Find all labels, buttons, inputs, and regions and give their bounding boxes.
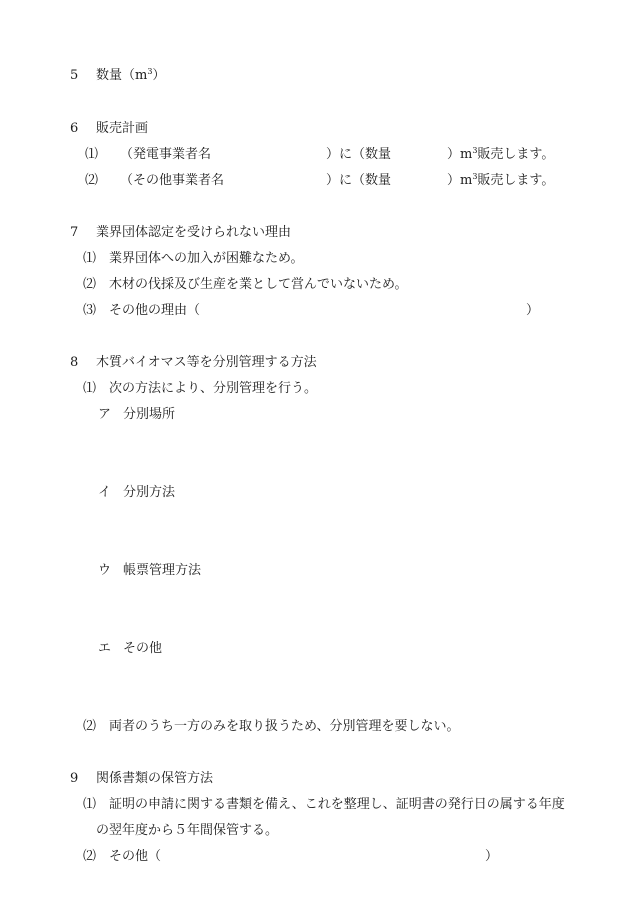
section-8-number: 8 bbox=[70, 355, 79, 370]
s7-item-2-number: ⑵ bbox=[83, 277, 97, 292]
s8-sub-c-text: 帳票管理方法 bbox=[123, 563, 202, 578]
s8-item-2-number: ⑵ bbox=[83, 719, 97, 734]
s7-item-1-text: 業界団体への加入が困難なため。 bbox=[109, 251, 304, 266]
s9-item-2-number: ⑵ bbox=[83, 849, 97, 864]
s7-item-3-close: ） bbox=[526, 303, 540, 318]
section-9-number: 9 bbox=[70, 771, 79, 786]
s8-item-1-number: ⑴ bbox=[83, 381, 97, 396]
s8-sub-a-text: 分別場所 bbox=[123, 407, 176, 422]
s8-sub-b-text: 分別方法 bbox=[123, 485, 176, 500]
section-5-title: 数量$(m^3)$ bbox=[96, 67, 166, 83]
s7-item-3-text: その他の理由（ bbox=[109, 303, 201, 318]
s9-item-2-text: その他（ bbox=[109, 849, 162, 864]
s8-sub-b-label: イ bbox=[98, 485, 112, 500]
s9-item-1-number: ⑴ bbox=[83, 797, 97, 812]
s8-sub-d-text: その他 bbox=[123, 641, 163, 656]
section-5-number: 5 bbox=[70, 68, 79, 83]
section-7-title: 業界団体認定を受けられない理由 bbox=[96, 225, 292, 240]
s7-item-2-text: 木材の伐採及び生産を業として営んでいないため。 bbox=[109, 277, 408, 292]
s9-item-1-line-2: の翌年度から５年間保管する。 bbox=[96, 823, 279, 838]
s9-item-1-line-1: 証明の申請に関する書類を備え、これを整理し、証明書の発行日の属する年度 bbox=[109, 797, 565, 812]
s7-item-3-number: ⑶ bbox=[83, 303, 97, 318]
s6-item-2-number: ⑵ bbox=[85, 173, 99, 188]
section-7-number: 7 bbox=[70, 225, 79, 240]
s6-item-1-unit: ）$m^3$販売します。 bbox=[447, 146, 555, 162]
section-6-title: 販売計画 bbox=[96, 121, 149, 136]
s6-item-2-company: （その他事業者名 bbox=[120, 173, 225, 188]
s9-item-2-close: ） bbox=[485, 849, 499, 864]
s6-item-2-quantity: ）に（数量 bbox=[326, 173, 392, 188]
s6-item-1-quantity: ）に（数量 bbox=[326, 147, 392, 162]
s7-item-1-number: ⑴ bbox=[83, 251, 97, 266]
section-9-title: 関係書類の保管方法 bbox=[96, 771, 214, 786]
s8-sub-d-label: エ bbox=[98, 641, 112, 656]
s8-sub-a-label: ア bbox=[98, 407, 112, 422]
s8-item-2-text: 両者のうち一方のみを取り扱うため、分別管理を要しない。 bbox=[109, 719, 460, 734]
section-8-title: 木質バイオマス等を分別管理する方法 bbox=[96, 355, 317, 370]
s8-sub-c-label: ウ bbox=[98, 563, 112, 578]
s6-item-1-number: ⑴ bbox=[85, 147, 99, 162]
s6-item-1-company: （発電事業者名 bbox=[120, 147, 212, 162]
s6-item-2-unit: ）$m^3$販売します。 bbox=[447, 172, 555, 188]
s8-item-1-text: 次の方法により、分別管理を行う。 bbox=[109, 381, 318, 396]
section-6-number: 6 bbox=[70, 121, 79, 136]
